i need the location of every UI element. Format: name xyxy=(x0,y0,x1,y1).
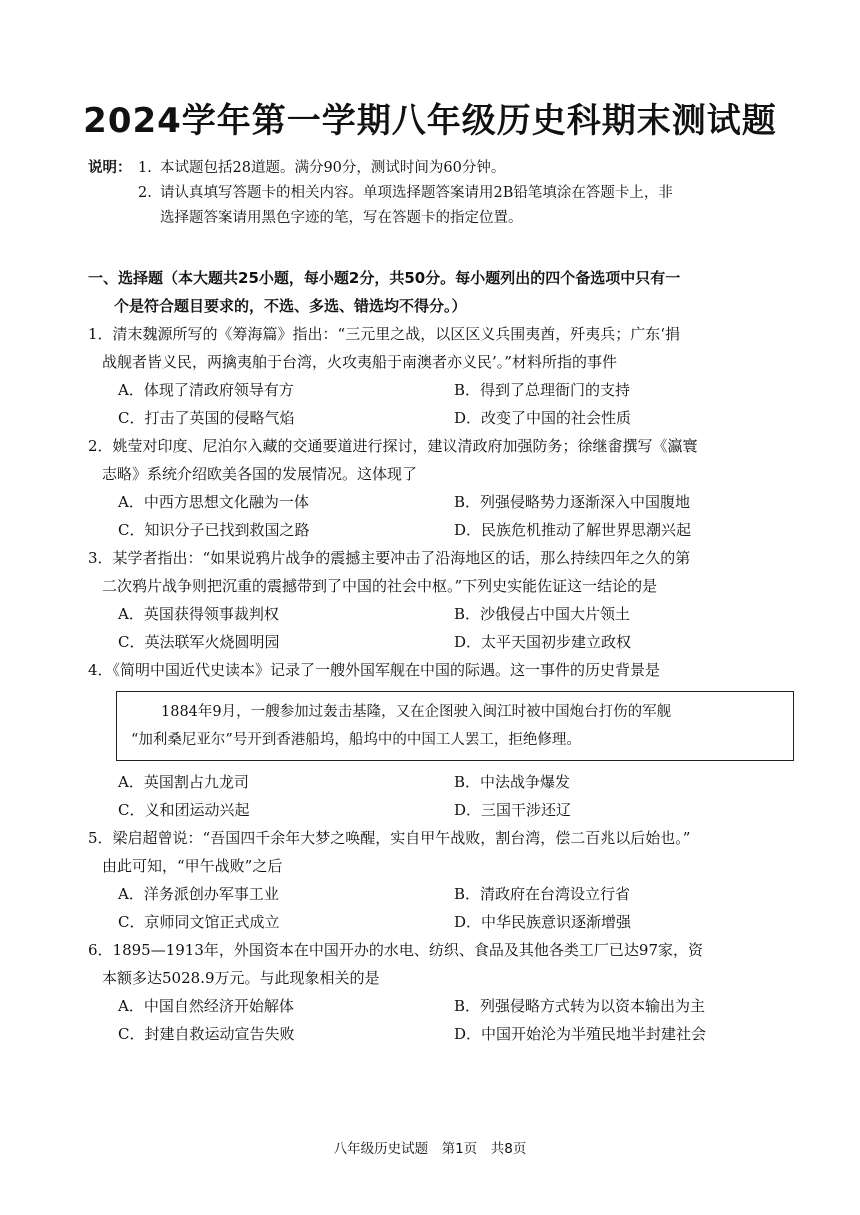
question-stem: 4．《简明中国近代史读本》记录了一艘外国军舰在中国的际遇。这一事件的历史背景是 xyxy=(88,661,661,679)
source-material-box: 1884年9月，一艘参加过轰击基隆，又在企图驶入闽江时被中国炮台打伤的军舰 “加利桑尼亚尔”号开到香港船坞，船坞中的中国工人罢工，拒绝修理。 xyxy=(116,691,794,761)
question-1 xyxy=(88,320,788,432)
option-b: B．列强侵略势力逐渐深入中国腹地 xyxy=(454,493,691,511)
option-a: A．英国割占九龙司 xyxy=(118,773,249,791)
question-stem: 6．1895—1913年，外国资本在中国开办的水电、纺织、食品及其他各类工厂已达97家，资 本额多达5028.9万元。与此现象相关的是 xyxy=(88,941,703,987)
option-d: D．三国干涉还辽 xyxy=(454,801,572,819)
question-stem: 2．姚莹对印度、尼泊尔入藏的交通要道进行探讨，建议清政府加强防务；徐继畬撰写《瀛寰 志略》系统介绍欧美各国的发展情况。这体现了 xyxy=(88,437,698,483)
question-stem: 3．某学者指出：“如果说鸦片战争的震撼主要冲击了沿海地区的话，那么持续四年之久的第 二次鸦片战争则把沉重的震撼带到了中国的社会中枢。”下列史实能佐证这一结论的是 xyxy=(88,549,691,595)
page-footer: 八年级历史试题 第1页 共8页 xyxy=(333,1141,527,1157)
option-a: A．洋务派创办军事工业 xyxy=(118,885,279,903)
options xyxy=(88,768,788,824)
option-c: C．封建自救运动宣告失败 xyxy=(118,1025,295,1043)
question-2 xyxy=(88,432,788,544)
options xyxy=(88,376,788,432)
option-d: D．民族危机推动了解世界思潮兴起 xyxy=(454,521,692,539)
options xyxy=(88,488,788,544)
options xyxy=(88,992,788,1048)
options xyxy=(88,880,788,936)
option-d: D．中华民族意识逐渐增强 xyxy=(454,913,632,931)
instructions-label: 说明： xyxy=(88,160,132,176)
option-b: B．沙俄侵占中国大片领土 xyxy=(454,605,631,623)
option-d: D．中国开始沦为半殖民地半封建社会 xyxy=(454,1025,707,1043)
question-stem: 1．清末魏源所写的《筹海篇》指出：“三元里之战，以区区义兵围夷酋，歼夷兵；广东‘捐 战舰者皆义民，两擒夷舶于台湾，火攻夷船于南澳者亦义民’。”材料所指的事件 xyxy=(88,325,680,371)
option-c: C．义和团运动兴起 xyxy=(118,801,250,819)
option-d: D．太平天国初步建立政权 xyxy=(454,633,632,651)
option-a: A．中国自然经济开始解体 xyxy=(118,997,294,1015)
option-a: A．体现了清政府领导有方 xyxy=(118,381,294,399)
options xyxy=(88,600,788,656)
option-b: B．清政府在台湾设立行省 xyxy=(454,885,631,903)
exam-title: 2024学年第一学期八年级历史科期末测试题 xyxy=(83,101,777,141)
question-list xyxy=(88,320,788,1048)
instruction-1: 说明： 1. 本试题包括28道题。满分90分，测试时间为60分钟。 xyxy=(88,156,788,181)
question-5 xyxy=(88,824,788,936)
section-heading: 一、选择题（本大题共25小题，每小题2分，共50分。每小题列出的四个备选项中只有一 个是符合题目要求的，不选、多选、错选均不得分。） xyxy=(88,269,681,315)
option-c: C．京师同文馆正式成立 xyxy=(118,913,280,931)
option-b: B．列强侵略方式转为以资本输出为主 xyxy=(454,997,706,1015)
option-b: B．中法战争爆发 xyxy=(454,773,571,791)
question-6 xyxy=(88,936,788,1048)
question-3 xyxy=(88,544,788,656)
option-c: C．知识分子已找到救国之路 xyxy=(118,521,310,539)
instruction-2: 2. 请认真填写答题卡的相关内容。单项选择题答案请用2B铅笔填涂在答题卡上，非 xyxy=(138,185,673,201)
option-d: D．改变了中国的社会性质 xyxy=(454,409,632,427)
option-c: C．英法联军火烧圆明园 xyxy=(118,633,280,651)
option-a: A．英国获得领事裁判权 xyxy=(118,605,279,623)
option-c: C．打击了英国的侵略气焰 xyxy=(118,409,295,427)
option-b: B．得到了总理衙门的支持 xyxy=(454,381,631,399)
question-stem: 5．梁启超曾说：“吾国四千余年大梦之唤醒，实自甲午战败，割台湾，偿二百兆以后始也。” 由此可知，“甲午战败”之后 xyxy=(88,829,691,875)
instruction-2-continued: 选择题答案请用黑色字迹的笔，写在答题卡的指定位置。 xyxy=(160,210,523,226)
question-4 xyxy=(88,656,788,824)
option-a: A．中西方思想文化融为一体 xyxy=(118,493,309,511)
instructions xyxy=(88,156,788,231)
